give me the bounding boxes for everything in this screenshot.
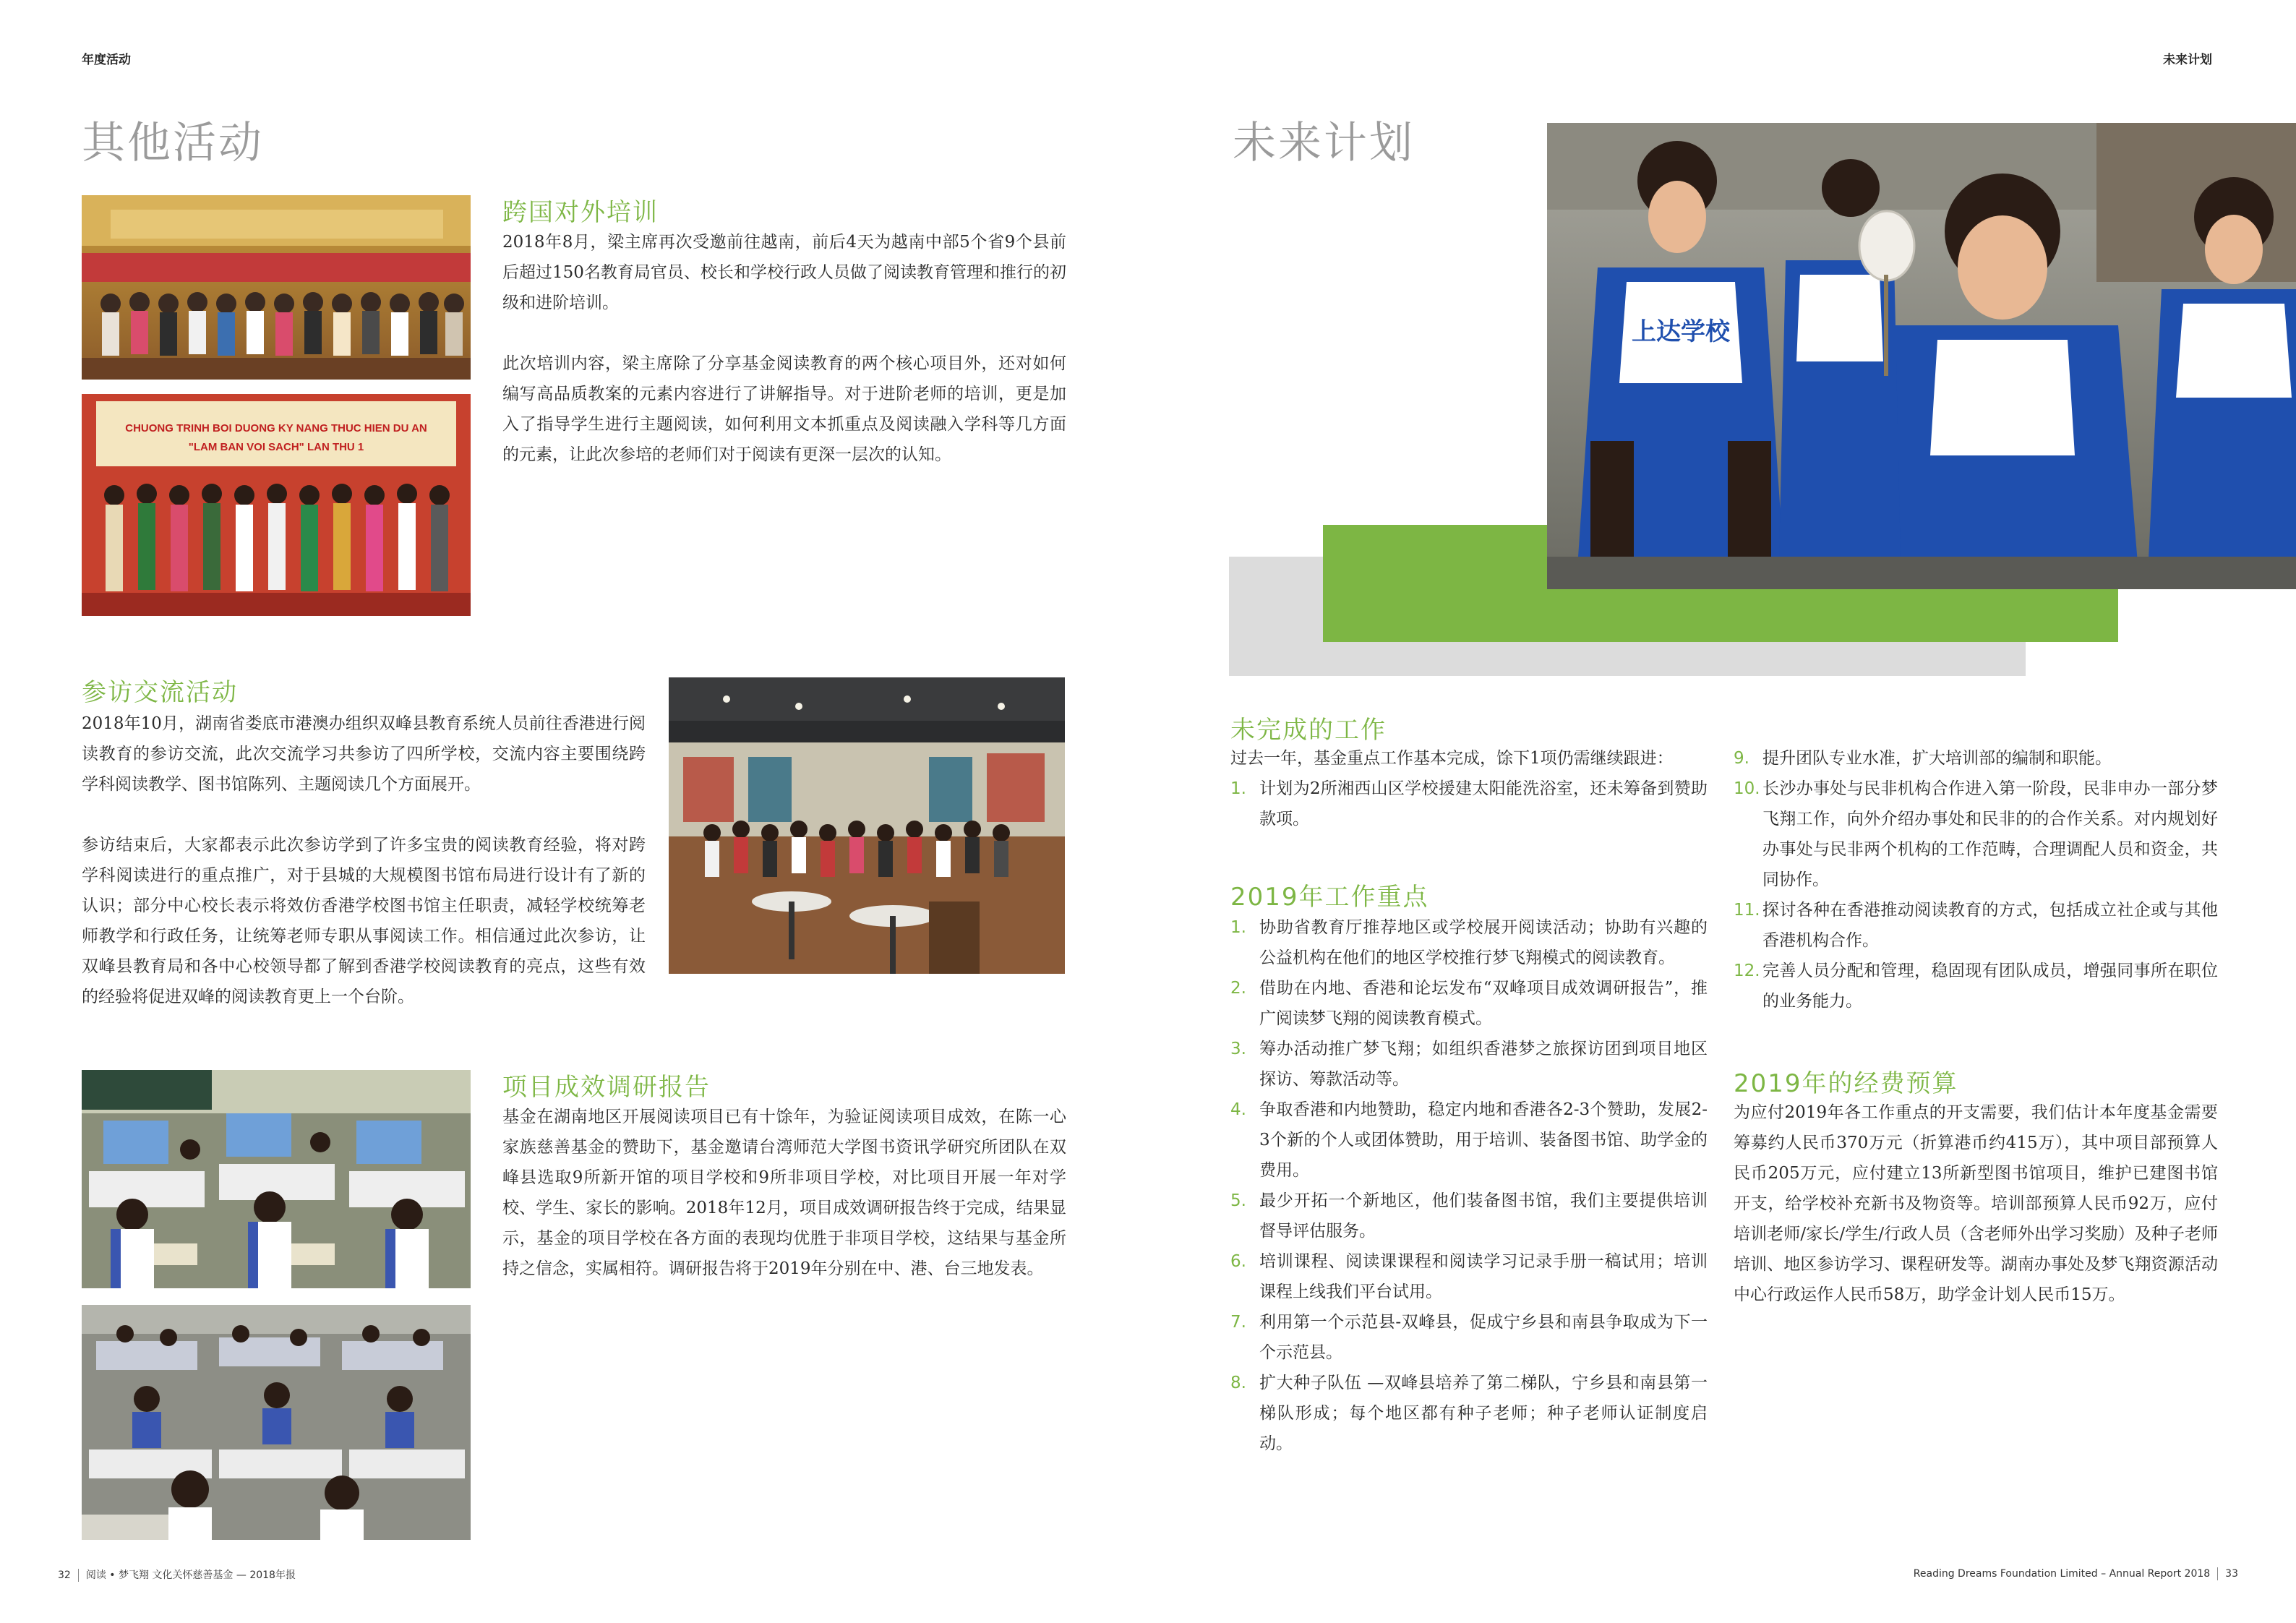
page-title-right: 未来计划: [1233, 118, 1415, 168]
unfinished-intro: 过去一年，基金重点工作基本完成，馀下1项仍需继续跟进：: [1230, 749, 1674, 768]
hero-photo-children: [1547, 123, 2296, 589]
section-body-unfinished: [1230, 743, 1708, 834]
section-heading-research: 项目成效调研报告: [502, 1073, 711, 1102]
list-text: 借助在内地、香港和论坛发布“双峰项目成效调研报告”，推广阅读梦飞翔的阅读教育模式。: [1259, 979, 1708, 1028]
list-item: [1230, 774, 1708, 834]
list-text: 最少开拓一个新地区，他们装备图书馆，我们主要提供培训督导评估服务。: [1259, 1191, 1708, 1241]
publication-name-right: Reading Dreams Foundation Limited – Annual Report 2018: [1913, 1568, 2211, 1580]
list-item: [1734, 743, 2218, 774]
group-photo-auditorium: [82, 195, 471, 380]
page-number-left: 32: [58, 1570, 71, 1581]
classroom-writing-photo: [82, 1305, 471, 1540]
list-text: 探讨各种在香港推动阅读教育的方式，包括成立社企或与其他香港机构合作。: [1762, 901, 2218, 950]
section-heading-visit: 参访交流活动: [82, 678, 238, 707]
publication-name-left: 阅读 • 梦飞翔 文化关怀慈善基金 — 2018年报: [85, 1570, 296, 1581]
list-item: [1230, 1246, 1708, 1307]
list-text: 筹办活动推广梦飞翔；如组织香港梦之旅探访团到项目地区探访、筹款活动等。: [1259, 1040, 1708, 1089]
list-item: [1230, 973, 1708, 1034]
focus-list-part1: [1230, 912, 1708, 1459]
list-text: 长沙办事处与民非机构合作进入第一阶段，民非申办一部分梦飞翔工作，向外介绍办事处和民非的的合作关系。对内规划好办事处与民非两个机构的工作范畴，合理调配人员和资金，共同协作。: [1762, 779, 2218, 889]
list-number: 3.: [1230, 1040, 1246, 1058]
list-number: 12.: [1734, 962, 1760, 980]
list-item: [1734, 774, 2218, 895]
paragraph: 此次培训内容，梁主席除了分享基金阅读教育的两个核心项目外，还对如何编写高品质教案的元素内容进行了讲解指导。对于进阶老师的培训，更是加入了指导学生进行主题阅读，如何利用文本抓重点及阅读融入学科等几方面的元素，让此次参培的老师们对于阅读有更深一层次的认知。: [502, 354, 1066, 464]
running-head-right: 未来计划: [2163, 53, 2212, 67]
list-number: 5.: [1230, 1191, 1246, 1210]
unfinished-list: [1230, 774, 1708, 834]
list-item: [1734, 956, 2218, 1016]
list-text: 协助省教育厅推荐地区或学校展开阅读活动；协助有兴趣的公益机构在他们的地区学校推行梦飞翔模式的阅读教育。: [1259, 918, 1708, 967]
section-body-visit: [82, 708, 646, 1012]
section-body-training: [502, 227, 1066, 470]
list-item: [1230, 1095, 1708, 1186]
list-text: 争取香港和内地赞助，稳定内地和香港各2-3个赞助，发展2-3个新的个人或团体赞助，用于培训、装备图书馆、助学金的费用。: [1259, 1100, 1708, 1180]
shirt-text: 上达学校: [1632, 317, 1730, 346]
list-number: 7.: [1230, 1313, 1246, 1332]
list-number: 1.: [1230, 918, 1246, 937]
section-body-budget: 为应付2019年各工作重点的开支需要，我们估计本年度基金需要筹募约人民币370万元（折算港币约415万），其中项目部预算人民币205万元，应付建立13所新型图书馆项目，维护已建图书馆开支，给学校补充新书及物资等。培训部预算人民币92万，应付培训老师/家长/学生/行政人员（含老师外出学习奖励）及种子老师培训、地区参访学习、课程研发等。湖南办事处及梦飞翔资源活动中心行政运作人民币58万，助学金计划人民币15万。: [1734, 1103, 2218, 1304]
section-body-research: [502, 1102, 1066, 1284]
list-number: 8.: [1230, 1374, 1246, 1392]
list-number: 2.: [1230, 979, 1246, 998]
list-text: 培训课程、阅读课课程和阅读学习记录手册一稿试用；培训课程上线我们平台试用。: [1259, 1252, 1708, 1301]
list-text: 提升团队专业水准，扩大培训部的编制和职能。: [1762, 749, 2112, 768]
banner-line-2: "LAM BAN VOI SACH" LAN THU 1: [188, 441, 364, 453]
paragraph: 参访结束后，大家都表示此次参访学到了许多宝贵的阅读教育经验，将对跨学科阅读进行的重点推广，对于县城的大规模图书馆布局进行设计有了新的认识；部分中心校长表示将效仿香港学校图书馆主任职责，减轻学校统筹老师教学和行政任务，让统筹老师专职从事阅读工作。相信通过此次参访，让双峰县教育局和各中心校领导都了解到香港学校阅读教育的亮点，这些有效的经验将促进双峰的阅读教育更上一个台阶。: [82, 836, 646, 1006]
section-heading-budget: 2019年的经费预算: [1734, 1069, 1958, 1098]
paragraph: 2018年10月，湖南省娄底市港澳办组织双峰县教育系统人员前往香港进行阅读教育的参访交流，此次交流学习共参访了四所学校，交流内容主要围绕跨学科阅读教学、图书馆陈列、主题阅读几个方面展开。: [82, 714, 646, 794]
section-heading-unfinished: 未完成的工作: [1230, 716, 1387, 745]
footer-divider: [2217, 1567, 2218, 1580]
section-heading-focus: 2019年工作重点: [1230, 883, 1429, 912]
list-item: [1230, 912, 1708, 973]
section-heading-training: 跨国对外培训: [502, 198, 659, 227]
library-visit-photo: [669, 677, 1065, 974]
page-title-left: 其他活动: [82, 118, 264, 168]
list-item: [1230, 1186, 1708, 1246]
list-number: 11.: [1734, 901, 1760, 920]
list-text: 完善人员分配和管理，稳固现有团队成员，增强同事所在职位的业务能力。: [1762, 962, 2218, 1011]
list-item: [1230, 1307, 1708, 1368]
list-number: 6.: [1230, 1252, 1246, 1271]
list-text: 扩大种子队伍 —双峰县培养了第二梯队，宁乡县和南县第一梯队形成；每个地区都有种子老师；种子老师认证制度启动。: [1259, 1374, 1708, 1453]
list-number: 4.: [1230, 1100, 1246, 1119]
footer-right: [1914, 1567, 2238, 1580]
list-number: 1.: [1230, 779, 1246, 798]
list-text: 利用第一个示范县-双峰县，促成宁乡县和南县争取成为下一个示范县。: [1259, 1313, 1708, 1362]
paragraph: 基金在湖南地区开展阅读项目已有十馀年，为验证阅读项目成效，在陈一心家族慈善基金的赞助下，基金邀请台湾师范大学图书资讯学研究所团队在双峰县选取9所新开馆的项目学校和9所非项目学校，对比项目开展一年对学校、学生、家长的影响。2018年12月，项目成效调研报告终于完成，结果显示，基金的项目学校在各方面的表现均优胜于非项目学校，这结果与基金所持之信念，实属相符。调研报告将于2019年分别在中、港、台三地发表。: [502, 1108, 1066, 1278]
footer-divider: [78, 1569, 79, 1582]
list-number: 10.: [1734, 779, 1760, 798]
banner-line-1: CHUONG TRINH BOI DUONG KY NANG THUC HIEN DU AN: [125, 422, 427, 434]
paragraph: 2018年8月，梁主席再次受邀前往越南，前后4天为越南中部5个省9个县前后超过150名教育局官员、校长和学校行政人员做了阅读教育管理和推行的初级和进阶培训。: [502, 233, 1066, 312]
classroom-reading-photo: [82, 1070, 471, 1288]
page-number-right: 33: [2225, 1568, 2238, 1580]
footer-left: [58, 1567, 296, 1582]
group-photo-banner: [82, 394, 471, 616]
running-head-left: 年度活动: [82, 53, 131, 67]
list-item: [1734, 895, 2218, 956]
list-item: [1230, 1034, 1708, 1095]
focus-list-part2: [1734, 743, 2218, 1016]
list-number: 9.: [1734, 749, 1749, 768]
list-text: 计划为2所湘西山区学校援建太阳能洗浴室，还未筹备到赞助款项。: [1259, 779, 1708, 828]
list-item: [1230, 1368, 1708, 1459]
